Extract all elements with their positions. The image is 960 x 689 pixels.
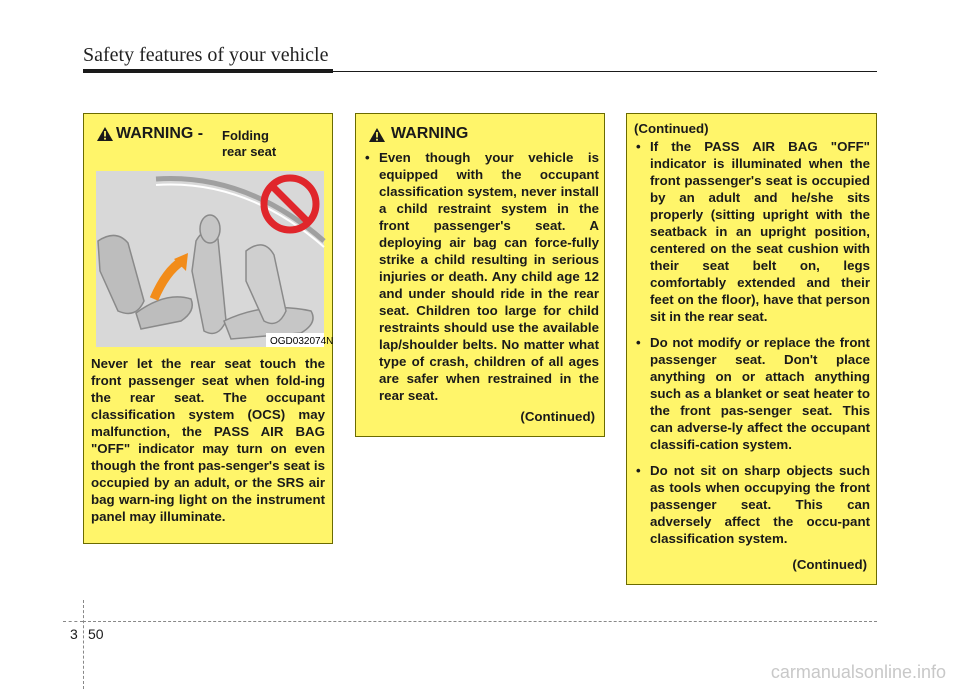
- footer-rule-left: [63, 621, 83, 622]
- warning-box-child-seat: [355, 113, 605, 437]
- warning-body: Never let the rear seat touch the front passenger seat when fold-ing the rear seat. The occupant classification system (OCS) may malfunction, the PASS AIR BAG "OFF" indicator may turn on even though the front pas-senger's seat is occupied by an adult, or the SRS air bag warn-ing light on the instrument panel may illuminate.: [91, 356, 325, 524]
- bullet-text: Even though your vehicle is equipped with the occupant classification system, never install a child restraint system in the front passenger's seat. A deploying air bag can force-fully strike a child resulting in serious injuries or death. Any child age 12 and under should ride in the rear seat. Children too large for child restraints should use the available lap/shoulder belts. No matter what type of crash, children of all ages are safer when restrained in the rear seat.: [379, 150, 599, 403]
- bullet-text: Do not sit on sharp objects such as tools when occupying the front passenger seat. This can adversely affect the occu-pant classification system.: [650, 463, 870, 546]
- page-number: 50: [88, 626, 104, 642]
- continued-label-top: (Continued): [634, 121, 709, 136]
- footer-rule: [83, 621, 877, 622]
- warning-title: WARNING -: [116, 125, 204, 142]
- bullet-text: Do not modify or replace the front passenger seat. Don't place anything on or attach anything such as a blanket or seat heater to the front pas-senger seat. This can adverse-ly affect the occupant classifi-cation system.: [650, 335, 870, 452]
- seat-illustration: [96, 171, 334, 347]
- footer-divider: [83, 600, 84, 689]
- header-rule-thin: [333, 71, 877, 72]
- continued-label: (Continued): [520, 409, 595, 424]
- page-header-title: Safety features of your vehicle: [83, 44, 329, 66]
- warning-triangle-icon: [368, 127, 386, 143]
- list-item: • Do not modify or replace the front passenger seat. Don't place anything on or attach anything such as a blanket or seat heater to the front pas-senger seat. This can adverse-ly affect the occupant classifi-cation system.: [636, 335, 870, 452]
- image-code-label: OGD032074N: [270, 336, 334, 347]
- warning-box-folding-rear-seat: [83, 113, 333, 544]
- warning-bullet-list: [363, 149, 599, 404]
- warning-subtitle: Folding: [222, 128, 269, 143]
- list-item: • If the PASS AIR BAG "OFF" indicator is illuminated when the front passenger's seat is occupied by an adult and he/she sits properly (sitting upright with the seatback in an upright position, centered on the seat cushion with their seat belt on, legs comfortably extended and their feet on the floor), have that person sit in the rear seat.: [636, 139, 870, 324]
- continued-label-bottom: (Continued): [792, 557, 867, 572]
- warning-bullet-list: [634, 138, 870, 556]
- chapter-number: 3: [70, 626, 78, 642]
- watermark: carmanualsonline.info: [770, 662, 946, 682]
- header-rule: [83, 69, 333, 73]
- warning-subtitle-2: rear seat: [222, 144, 277, 159]
- list-item: • Even though your vehicle is equipped with the occupant classification system, never install a child restraint system in the front passenger's seat. A deploying air bag can force-fully strike a child resulting in serious injuries or death. Any child age 12 and under should ride in the rear seat. Children too large for child restraints should use the available lap/shoulder belts. No matter what type of crash, children of all ages are safer when restrained in the rear seat.: [365, 150, 599, 403]
- warning-box-continued: [626, 113, 877, 585]
- warning-triangle-icon: [96, 126, 114, 142]
- list-item: • Do not sit on sharp objects such as tools when occupying the front passenger seat. This can adversely affect the occu-pant classification system.: [636, 463, 870, 546]
- warning-title: WARNING: [391, 125, 469, 142]
- bullet-text: If the PASS AIR BAG "OFF" indicator is illuminated when the front passenger's seat is occupied by an adult and he/she sits properly (sitting upright with the seatback in an upright position, centered on the seat cushion with their seat belt on, legs comfortably extended and their feet on the floor), have that person sit in the rear seat.: [650, 139, 870, 324]
